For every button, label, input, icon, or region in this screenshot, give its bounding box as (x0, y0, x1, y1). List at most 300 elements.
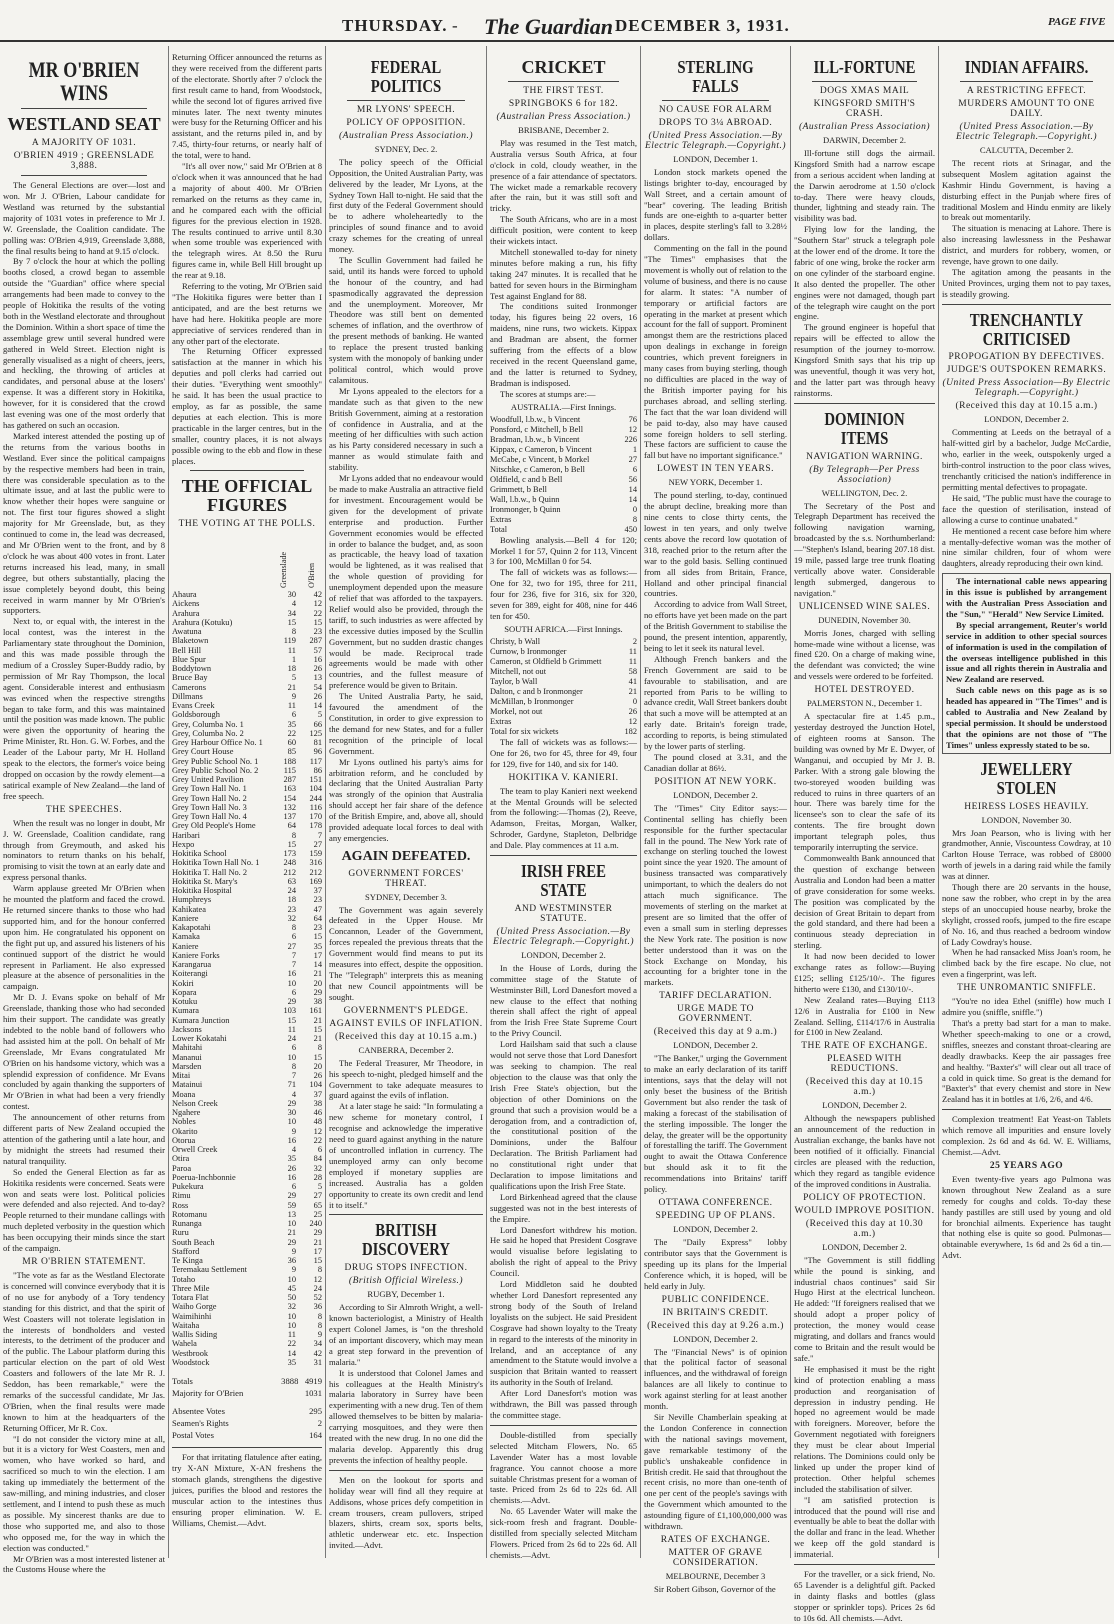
booth-name: Kahikatea (172, 904, 206, 914)
greenslade-votes: 9 (291, 1126, 296, 1136)
greenslade-votes: 64 (287, 821, 296, 831)
table-row (172, 951, 322, 960)
subheadline: HEIRESS LOSES HEAVILY. (964, 801, 1089, 812)
booth-name: Nelson Creek (172, 1098, 218, 1108)
greenslade-votes: 15 (287, 617, 296, 627)
obrien-votes: 22 (313, 1135, 322, 1145)
column-election (0, 52, 168, 1575)
advertisement: Men on the lookout for sports and holiday wear will find all they require at Addisons, whose prices defy competition in cream trousers, cream pullovers, striped blazers, shirts, cream sox, sports belts, athletic underwear etc. etc. Inspection invited.—Advt. (329, 1474, 483, 1551)
booth-name: Grey Town Hall No. 2 (172, 793, 247, 803)
section-heading: MR O'BRIEN STATEMENT. (22, 1256, 146, 1267)
table-row (172, 775, 322, 784)
subheadline: DROPS TO 3¼ ABROAD. (658, 117, 773, 128)
table-row (172, 1275, 322, 1284)
article-paragraph: According to advice from Wall Street, no efforts have yet been made on the part of the British Government to stabilise the pound, the present intention, apparently, being to let it seek its natural level. (644, 599, 787, 653)
table-row (172, 1117, 322, 1126)
table-row (172, 1312, 322, 1321)
headline: FEDERAL POLITICS (370, 57, 442, 96)
booth-name: Matainui (172, 1080, 203, 1090)
greenslade-votes: 10 (287, 978, 296, 988)
masthead-dash: - (452, 16, 458, 35)
greenslade-votes: 60 (287, 738, 296, 748)
greenslade-votes: 22 (287, 1339, 296, 1349)
booth-name: Waiho Gorge (172, 1302, 217, 1312)
table-row (172, 858, 322, 867)
booth-name: Pukekura (172, 1182, 204, 1192)
booth-name: Mitai (172, 1071, 191, 1081)
dateline: DUNEDIN, November 30. (818, 614, 911, 625)
obrien-votes: 6 (317, 1145, 322, 1155)
greenslade-votes: 10 (287, 1274, 296, 1284)
obrien-votes: 66 (313, 719, 322, 729)
greenslade-votes: 154 (283, 793, 296, 803)
table-row (172, 1164, 322, 1173)
divider (329, 1470, 483, 1471)
greenslade-votes: 132 (283, 802, 296, 812)
greenslade-votes: 163 (283, 784, 296, 794)
booth-name: Ross (172, 1200, 189, 1210)
obrien-votes: 316 (309, 858, 322, 868)
headline: CRICKET (521, 57, 606, 77)
section-heading: PUBLIC CONFIDENCE. (661, 1294, 770, 1305)
booth-name: Kakapotahi (172, 923, 211, 933)
section-heading: OTTAWA CONFERENCE. (658, 1198, 773, 1208)
table-row (172, 988, 322, 997)
headline: IRISH FREE STATE (521, 861, 606, 900)
booth-name: Grey Old People's Home (172, 821, 256, 831)
booth-name: Grey United Pavilion (172, 775, 244, 785)
greenslade-votes: 18 (287, 895, 296, 905)
greenslade-votes: 23 (287, 904, 296, 914)
table-row (172, 720, 322, 729)
table-row (172, 1330, 322, 1339)
article-paragraph: Lord Birkenhead agreed that the clause suggested was not in the best interests of the Empire. (490, 1191, 637, 1224)
column-sterling (641, 52, 790, 1594)
table-row (172, 1284, 322, 1293)
total-value: 182 (624, 726, 637, 736)
section-heading: TARIFF DECLARATION. (659, 991, 772, 1002)
table-row (172, 1293, 322, 1302)
obrien-votes: 170 (309, 812, 322, 822)
greenslade-votes: 21 (287, 682, 296, 692)
obrien-votes: 287 (309, 636, 322, 646)
press-credit: (United Press Association.—By Electric Telegraph.—Copyright.) (955, 121, 1097, 142)
booth-name: Karangarua (172, 960, 212, 970)
received-note: (Received this day at 10.30 a.m.) (805, 1218, 924, 1239)
article-paragraph: The "Daily Express" lobby contributor says that the Government is speeding up its plans for the Imperial Conference which, it is hoped, will be held early in July. (644, 1237, 787, 1291)
seamen-label: Seamen's Rights (172, 1418, 229, 1429)
greenslade-votes: 6 (291, 932, 296, 942)
booth-name: Teremakau Settlement (172, 1265, 247, 1275)
table-row (172, 766, 322, 775)
article-paragraph: "It's all over now," said Mr O'Brien at 8 o'clock when it was announced that he had a majority of about 400. Mr O'Brien remarked on the returns as they came in, and he compared each with the official figures for the previous election in 1928. The results continued to arrive until 8.30 when some trouble was experienced with the telegraph wires. At 8.50 the Ruru figures came in, while Bell Hill brought up the rear at 9.18. (172, 161, 322, 281)
booth-name: Kokiri (172, 978, 194, 988)
obrien-votes: 21 (313, 1034, 322, 1044)
article-paragraph: Warm applause greeted Mr O'Brien when he mounted the platform and faced the crowd. He returned sincere thanks to those who had supported him, and for the honour conferred upon him. He congratulated his opponent on the fight put up, and assured his listeners of his continued support of the district he would represent in Parliament. He also expressed pleasure at the absence of personalities in the campaign. (3, 883, 165, 992)
subheadline: MATTER OF GRAVE CONSIDERATION. (668, 1547, 763, 1568)
obrien-votes: 104 (309, 1080, 322, 1090)
obrien-votes: 86 (313, 765, 322, 775)
article-paragraph: The fall of wickets was as follows:—One for 26, two for 45, three for 49, four for 129, five for 140, and six for 140. (490, 736, 637, 769)
total-greenslade: 3888 (281, 1376, 299, 1387)
advertisement: Double-distilled from specially selected Mitcham Flowers, No. 65 Lavender Water has a most lovable fragrance. You cannot choose a more suitable Christmas present for a woman of taste. Priced from 2s 6d to 22s 6d. All chemists.—Advt. (490, 1429, 637, 1506)
table-row (172, 1238, 322, 1247)
greenslade-votes: 11 (287, 1330, 296, 1340)
obrien-votes: 31 (313, 1357, 322, 1367)
score-line (490, 717, 637, 727)
subheadline: KINGSFORD SMITH'S CRASH. (813, 98, 916, 119)
obrien-votes: 117 (309, 756, 322, 766)
greenslade-votes: 7 (291, 960, 296, 970)
obrien-votes: 15 (313, 617, 322, 627)
greenslade-votes: 13 (287, 1209, 296, 1219)
score-line (490, 475, 637, 485)
score-line (490, 425, 637, 435)
booth-name: Blaketown (172, 636, 209, 646)
article-paragraph: Though there are 20 servants in the house, none saw the robber, who crept in by the area steps of an unoccupied house nearby, broke the skylight, crossed roofs, jumped to the fire escape of No. 16, and thus reached a bedroom window of Lady Cowdray's house. (942, 882, 1111, 947)
subheadline: MR LYONS' SPEECH. (356, 104, 456, 115)
press-credit: (Australian Press Association) (798, 121, 931, 132)
booth-name: Mahitahi (172, 1043, 203, 1053)
table-row (172, 1173, 322, 1182)
obrien-votes: 12 (313, 599, 322, 609)
booth-name: Haribari (172, 830, 200, 840)
greenslade-votes: 212 (283, 867, 296, 877)
article-paragraph: When he had ransacked Miss Joan's room, he climbed back by the fire escape. No clue, not even a fingerprint, was left. (942, 947, 1111, 980)
table-row (172, 664, 322, 673)
subheadline: A RESTRICTING EFFECT. (966, 85, 1087, 96)
obrien-votes: 38 (313, 997, 322, 1007)
obrien-votes: 15 (313, 1024, 322, 1034)
obrien-votes: 38 (313, 1098, 322, 1108)
obrien-votes: 25 (313, 1209, 322, 1219)
dateline: RUGBY, December 1. (367, 1289, 445, 1300)
totals-label: Totals (172, 1376, 193, 1387)
greenslade-votes: 26 (287, 1163, 296, 1173)
article-paragraph: The Scullin Government had failed he said, until its hands were forced to uphold the honour of the country, and had spasmodically aggravated the depression and the unemployment. Moreover, Mr Theodore was still bent on demented schemes of inflation, and the overthrow of the present methods of banking. He wanted to replace the present trusted banking system with the monopoly of banking under political control, which would prove calamitous. (329, 254, 483, 385)
advertisement: That's a pretty bad start for a man to make. Whether speech-making to one or a crowd, sniffles, sneezes and constant throat-clearing are deadly drawbacks. Keep the air passages free and healthy. "Baxter's" will clear out all trace of a cold in quick time. So great is the demand for "Baxter's" that every chemist and store in New Zealand has it in bottles at 1/6, 2/6, and 4/6. (942, 1018, 1111, 1105)
headline: INDIAN AFFAIRS. (964, 57, 1089, 77)
column-indian-affairs (939, 52, 1114, 1557)
greenslade-votes: 14 (287, 1348, 296, 1358)
obrien-votes: 28 (313, 1172, 322, 1182)
page-number: PAGE FIVE (1048, 16, 1106, 28)
greenslade-votes: 32 (287, 1302, 296, 1312)
batsman: Dalton, c and b Ironmonger (490, 686, 583, 696)
table-row (172, 747, 322, 756)
article-paragraph: The policy speech of the Official Opposition, the United Australian Party, was delivered by the leader, Mr Lyons, at the Sydney Town Hall to-night. He said that the first duty of the Federal Government should be to adhere wholeheartedly to the principles of sound finance and to avoid crazy schemes for the creating of unreal money. (329, 156, 483, 255)
booth-name: Boddytown (172, 664, 212, 674)
runs: 76 (628, 414, 637, 424)
press-credit: (British Official Wireless.) (348, 1276, 464, 1287)
table-row (172, 886, 322, 895)
article-paragraph: At a later stage he said: "In formulating a new scheme for monetary control, I recognise and acknowledge the imperative need to guard against anything in the nature of uncontrolled inflation in currency. The unemployed army can only become employed if monetary supplies are increased. Australia has a golden opportunity to create its own credit and lend it to itself." (329, 1101, 483, 1210)
article-paragraph: "The vote as far as the Westland Electorate is concerned will convince everybody that it is of no use for anybody of a Tory tendency standing for this district, and that the spirit of West Coasters will not tolerate legislation in the interests of bondholders and vested interests, to the detriment of the producer and of the public. The Labour platform during this particular election on the part of old West Coasters and followers of the late Mr R. J. Seddon, has been remarkable," were the remarks of the successful candidate, Mr Jas. O'Brien, when the final results were made known to him at the headquarters of the Returning Officer, Mr R. Cox. (3, 1269, 165, 1433)
divider (490, 1425, 637, 1426)
totals-block (172, 1375, 322, 1441)
obrien-votes: 5 (317, 1182, 322, 1192)
table-row (172, 821, 322, 830)
article-paragraph: Commenting on the fall in the pound "The Times" emphasises that the movement is wholly out of relation to the volume of business, and there is no cause for alarm. It states: "A number of temporary or artificial factors are operating in the market at present which account for the fall of support. Prominent amongst them are the restrictions placed upon dealings in exchange in foreign countries, which prevent foreigners in many cases from buying sterling, though no difficulties are placed in the way of the British importer paying for his purchases abroad, and selling sterling. The fact that the war loan dividend will be paid to-day, also may have caused some foreign holders to sell sterling. These factors are sufficient to cause the fall but have no important significance." (644, 243, 787, 461)
section-heading: 25 YEARS AGO (989, 1160, 1064, 1171)
table-row (172, 812, 322, 821)
table-row (172, 1062, 322, 1071)
scorecard-heading: AUSTRALIA.—First Innings. (510, 401, 617, 412)
section-heading: LOWEST IN TEN YEARS. (657, 464, 774, 475)
booth-name: Kopara (172, 987, 197, 997)
score-line (490, 647, 637, 657)
runs: 56 (628, 474, 637, 484)
section-heading: HOKITIKA V. KANIERI. (508, 772, 619, 783)
dateline: SYDNEY, December 3. (365, 891, 447, 902)
booth-name: Arahura (Kotuku) (172, 617, 233, 627)
greenslade-votes: 6 (291, 1043, 296, 1053)
column-ill-fortune (791, 52, 938, 1623)
greenslade-votes: 16 (287, 969, 296, 979)
total-obrien: 4919 (304, 1376, 322, 1387)
article-paragraph: New Zealand rates—Buying £113 12/6 in Australia for £100 in New Zealand. Selling, £114/17/6 in Australia for £100 in New Zealand. (794, 994, 935, 1038)
article-paragraph: Lord Hailsham said that such a clause would not serve those that Lord Danesfort was seeking to champion. The real objection to the clause was that only the Irish Free State's objection, but the objection of other Dominions on the ground that such a provision would be a derogation from, and a contradiction of, the constitutional position of the Dominions, under the Balfour Declaration. The British Parliament had no constitutional right under that Declaration to impose limitations and qualifications upon the Irish Free State. (490, 1039, 637, 1191)
table-row (172, 1145, 322, 1154)
greenslade-votes: 34 (287, 608, 296, 618)
batsman: Wall, l.b.w., b Quinn (490, 494, 560, 504)
article-paragraph: Ill-fortune still dogs the airmail. Kingsford Smith had a narrow escape from a serious accident when landing at the Darwin aerodrome at 1.50 o'clock to-day. There were heavy clouds, thunder, lightning and steady rain. The visibility was bad. (794, 147, 935, 224)
majority-value: 1031 (304, 1388, 322, 1399)
greenslade-votes: 30 (287, 1108, 296, 1118)
booth-name: Kumara (172, 1006, 199, 1016)
greenslade-votes: 50 (287, 1293, 296, 1303)
obrien-votes: 23 (313, 895, 322, 905)
article-paragraph: The conditions suited Ironmonger today, his figures being 22 overs, 16 maidens, nine runs, two wickets. Kippax and Bradman are absent, the former suffering from the effects of a blow received in the recent Queensland game, and the latter is returned to Sydney, Bradman is indisposed. (490, 301, 637, 388)
greenslade-votes: 7 (291, 950, 296, 960)
score-line (490, 697, 637, 707)
section-heading: RATES OF EXCHANGE. (660, 1534, 771, 1545)
article-paragraph: The ground engineer is hopeful that repairs will be effected to allow the resumption of the journey to-morrow. Kingsford Smith says that his trip up was uneventful, though it was very hot, and the latter part was through heavy rainstorms. (794, 322, 935, 398)
obrien-votes: 159 (309, 849, 322, 859)
obrien-votes: 116 (309, 802, 322, 812)
booth-name: Grey Town Hall No. 4 (172, 812, 247, 822)
table-row (172, 738, 322, 747)
batsman: Ironmonger, b Quinn (490, 504, 561, 514)
table-row (172, 1071, 322, 1080)
obrien-votes: 178 (309, 821, 322, 831)
obrien-votes: 8 (317, 1265, 322, 1275)
obrien-votes: 20 (313, 978, 322, 988)
article-paragraph: The Returning Officer expressed satisfaction at the manner in which his deputies and poll clerks had carried out their duties. "Everything went smoothly" he said. It has been the usual practice to employ, as far as possible, the same deputies at each election. This is more practicable in the larger centres, but in the smaller, country places, it is not always possible owing to the ebb and flow in these places. (172, 346, 322, 466)
obrien-votes: 17 (313, 1246, 322, 1256)
runs: 41 (628, 676, 637, 686)
booth-name: Hokitika School (172, 849, 227, 859)
received-note: (Received this day at 10.15 a.m.) (805, 1077, 924, 1098)
booth-name: Woodstock (172, 1357, 210, 1367)
batsman: Woodfull, l.b.w., b Vincent (490, 414, 581, 424)
divider (812, 81, 917, 82)
table-row (172, 784, 322, 793)
booth-name: Ngahere (172, 1108, 201, 1118)
runs: 2 (632, 636, 637, 646)
runs: 0 (632, 504, 637, 514)
total-value: 450 (624, 524, 637, 534)
obrien-votes: 26 (313, 691, 322, 701)
greenslade-votes: 7 (291, 1071, 296, 1081)
subheadline: URGE MADE TO GOVERNMENT. (677, 1004, 754, 1025)
booth-name: Te Kinga (172, 1256, 203, 1266)
table-row (172, 646, 322, 655)
received-note: (Received this day at 9 a.m.) (653, 1027, 778, 1038)
article-paragraph: Mr D. J. Evans spoke on behalf of Mr Greenslade, thanking those who had seconded him their support. The candidate was greatly indebted to the noble band of followers who had assisted him at the poll. On behalf of Mr Greenslade, Mr Evans congratulated Mr O'Brien on his handsome victory, which was a splendid expression of confidence. Mr Evans concluded by again thanking the supporters of Mr O'Brien in what had been a very friendly contest. (3, 992, 165, 1112)
booth-name: Kamaka (172, 932, 200, 942)
subheadline: THE VOTING AT THE POLLS. (178, 519, 316, 530)
table-row (172, 1191, 322, 1200)
obrien-votes: 23 (313, 923, 322, 933)
table-row (172, 942, 322, 951)
runs: 1 (632, 444, 637, 454)
greenslade-votes: 24 (287, 886, 296, 896)
greenslade-votes: 5 (291, 673, 296, 683)
obrien-votes: 64 (313, 913, 322, 923)
article-paragraph: The scores at stumps are:— (500, 388, 596, 399)
score-line (490, 435, 637, 445)
score-line (490, 677, 637, 687)
table-row (172, 618, 322, 627)
obrien-votes: 104 (309, 784, 322, 794)
table-row (172, 895, 322, 904)
obrien-votes: 240 (309, 1219, 322, 1229)
booth-name: Grey Public School No. 1 (172, 756, 259, 766)
scorecard-south-africa (490, 637, 637, 727)
article-paragraph: Returning Officer announced the returns as they were received from the different parts of the electorate. Shortly after 7 o'clock the first result came to hand, from Woodstock, while the second lot of figures arrived five minutes later. The next twenty minutes were busy for the Returning Officer and his assistant, and the returns piled in, and by 7.45, thirty-four returns, or nearly half of the total, were to hand. (172, 52, 322, 161)
booth-name: Ruru (172, 1228, 189, 1238)
scorecard-heading: SOUTH AFRICA.—First Innings. (504, 623, 623, 634)
booth-name: Stafford (172, 1246, 200, 1256)
obrien-votes: 81 (313, 738, 322, 748)
booth-name: Okarito (172, 1126, 198, 1136)
obrien-votes: 151 (309, 775, 322, 785)
booth-name: Bruce Bay (172, 673, 208, 683)
obrien-votes: 26 (313, 1071, 322, 1081)
table-row (172, 1265, 322, 1274)
batsman: Christy, b Wall (490, 636, 541, 646)
subheadline: A MAJORITY OF 1031. (31, 138, 137, 149)
dateline: LONDON, December 2. (673, 1333, 758, 1344)
obrien-votes: 29 (313, 1228, 322, 1238)
batsman: Kippax, c Cameron, b Vincent (490, 444, 592, 454)
subheadline: AGAINST EVILS OF INFLATION. (329, 1018, 483, 1029)
obrien-votes: 15 (313, 932, 322, 942)
greenslade-votes: 115 (283, 765, 296, 775)
score-line (490, 485, 637, 495)
dateline: SYDNEY, Dec. 2. (374, 143, 438, 154)
greenslade-votes: 11 (287, 701, 296, 711)
divider (21, 175, 147, 176)
booth-name: Grey Court House (172, 747, 234, 757)
article-paragraph: London stock markets opened the listings brighter to-day, encouraged by Wall Street, and a certain amount of "bear" covering. The leading British funds are one-eighth to a-quarter better in places, despite sterling's fall to 3.28½ dollars. (644, 166, 787, 243)
booth-name: Hokitika T. Hall No. 2 (172, 867, 248, 877)
booth-name: South Beach (172, 1237, 215, 1247)
scorecard-total (490, 525, 637, 535)
article-paragraph: In the House of Lords, during the committee stage of the Statute of Westminster Bill, Lord Danesfort moved a new clause to the effect that nothing therein shall affect the right of appeal from the Irish Free State Supreme Court to the Privy Council. (490, 962, 637, 1039)
article-paragraph: The General Elections are over—lost and won. Mr J. O'Brien, Labour candidate for Westland was returned by the substantial majority of 1031 votes in preference to Mr J. W. Greenslade, the Coalition candidate. The polling was: O'Brien 4,919, Greenslade 3,888, the final results being to hand at 9.15 o'clock. (3, 180, 165, 256)
divider (662, 100, 769, 101)
article-paragraph: Commonwealth Bank announced that the question of exchange between Australia and London had been a matter of grave consideration for some weeks. The position was complicated by the decision of Great Britain to depart from the gold standard, and there had been a continuous steady depreciation in sterling. (794, 852, 935, 951)
batsman: Mitchell, not out (490, 666, 547, 676)
article-paragraph: After Lord Danesfort's motion was withdrawn, the Bill was passed through the committee stage. (490, 1388, 637, 1420)
score-line (490, 415, 637, 425)
section-heading: THE RATE OF EXCHANGE. (801, 1041, 928, 1052)
batsman: Bradman, l.b.w., b Vincent (490, 434, 580, 444)
table-row (172, 905, 322, 914)
table-row (172, 655, 322, 664)
greenslade-votes: 8 (291, 1061, 296, 1071)
advertisement: Complexion treatment! Eat Yeast-on Tablets which remove all impurities and ensure lovely complexion. 2s 6d and 4s 6d. W. E. Williams, Chemist.—Advt. (942, 1114, 1111, 1157)
total-label: Total for six wickets (490, 726, 559, 736)
obrien-votes: 24 (313, 1283, 322, 1293)
batsman: Oldfield, c and b Bell (490, 474, 563, 484)
obrien-votes: 21 (313, 969, 322, 979)
score-line (490, 707, 637, 717)
dateline: CALCUTTA, December 2. (979, 144, 1074, 155)
booth-name: Otorua (172, 1135, 196, 1145)
table-row (172, 609, 322, 618)
booth-name: Nobles (172, 1117, 196, 1127)
section-heading: GOVERNMENT'S PLEDGE. (343, 1005, 469, 1016)
article-paragraph: Morris Jones, charged with selling home-made wine without a license, was fined £20. On a charge of making wine, the defendant was convicted; the wine and vessels were ordered to be forfeited. (794, 627, 935, 682)
article-paragraph: The fall of wickets was as follows:—One for 32, two for 195, three for 211, four for 236, five for 316, six for 320, seven for 389, eight for 408, nine for 446 ten for 450. (490, 567, 637, 621)
greenslade-votes: 173 (283, 849, 296, 859)
subheadline: GOVERNMENT FORCES' THREAT. (348, 868, 464, 889)
obrien-votes: 16 (313, 654, 322, 664)
table-row (172, 849, 322, 858)
obrien-votes: 161 (309, 1006, 322, 1016)
table-row (172, 1256, 322, 1265)
greenslade-votes: 18 (287, 664, 296, 674)
table-row (172, 1108, 322, 1117)
received-note: (Received this day at 9.26 a.m.) (647, 1320, 784, 1331)
subheadline: POLICY OF OPPOSITION. (346, 117, 466, 128)
booth-name: Ahaura (172, 590, 197, 600)
article-paragraph: Although French bankers and the French Government are said to be favourable to stabilisation, and are reported from Paris to be willing to advance credit, Wall Street bankers doubt that such a move will be attempted at an early date. Britain's foreign trade, according to reports, is being stimulated by the lower parts of sterling. (644, 653, 787, 752)
article-paragraph: Mr Lyons appealed to the electors for a mandate such as that given to the new British Government, aiming at a restoration of confidence in Australia, and at the meeting of her difficulties with such action as his Party considered necessary in such a manner as would stimulate faith and stability. (329, 385, 483, 473)
subheadline: AND WESTMINSTER STATUTE. (514, 903, 613, 924)
runs: 26 (628, 706, 637, 716)
advertisement: No. 65 Lavender Water will make the sick-room fresh and fragrant. Double-distilled from specially selected Mitcham Flowers. Priced from 2s 6d to 22s 6d. All chemists.—Advt. (490, 1506, 637, 1560)
headline: MR O'BRIEN WINS (28, 57, 140, 106)
subheadline: MURDERS AMOUNT TO ONE DAILY. (958, 98, 1095, 119)
runs: 14 (628, 484, 637, 494)
obrien-votes: 42 (313, 1348, 322, 1358)
masthead-date: DECEMBER 3, 1931. (615, 16, 790, 35)
section-heading: UNLICENSED WINE SALES. (798, 601, 931, 612)
obrien-votes: 37 (313, 1089, 322, 1099)
table-row (172, 914, 322, 923)
subheadline: DOGS XMAS MAIL (819, 85, 910, 96)
headline: TRENCHANTLY CRITICISED (969, 309, 1084, 349)
greenslade-votes: 9 (291, 1246, 296, 1256)
masthead (0, 14, 1114, 42)
greenslade-votes: 10 (287, 1219, 296, 1229)
greenslade-votes: 15 (287, 1015, 296, 1025)
section-heading: THE SPEECHES. (45, 804, 123, 815)
runs: 8 (632, 514, 637, 524)
table-row (172, 960, 322, 969)
dateline: LONDON, December 2. (673, 1224, 758, 1234)
headline: STERLING FALLS (677, 57, 754, 96)
obrien-votes: 21 (313, 1015, 322, 1025)
booth-name: Goldsborough (172, 710, 220, 720)
greenslade-votes: 15 (287, 839, 296, 849)
article-paragraph: The team to play Kanieri next weekend at the Mental Grounds will be selected from the following:—Thomas (2), Reeve, Adamson, Freitas, Morgan, Walker, Schroder, Gardyne, Stapleton, Delbridge and Dale. Play commences at 11 a.m. (490, 785, 637, 851)
article-paragraph: Play was resumed in the Test match, Australia versus South Africa, at four o'clock in cold, cloudy weather, in the presence of a fair attendance of spectators. The wicket made a remarkable recovery after the rain, but it was still soft and tricky. (490, 137, 637, 214)
